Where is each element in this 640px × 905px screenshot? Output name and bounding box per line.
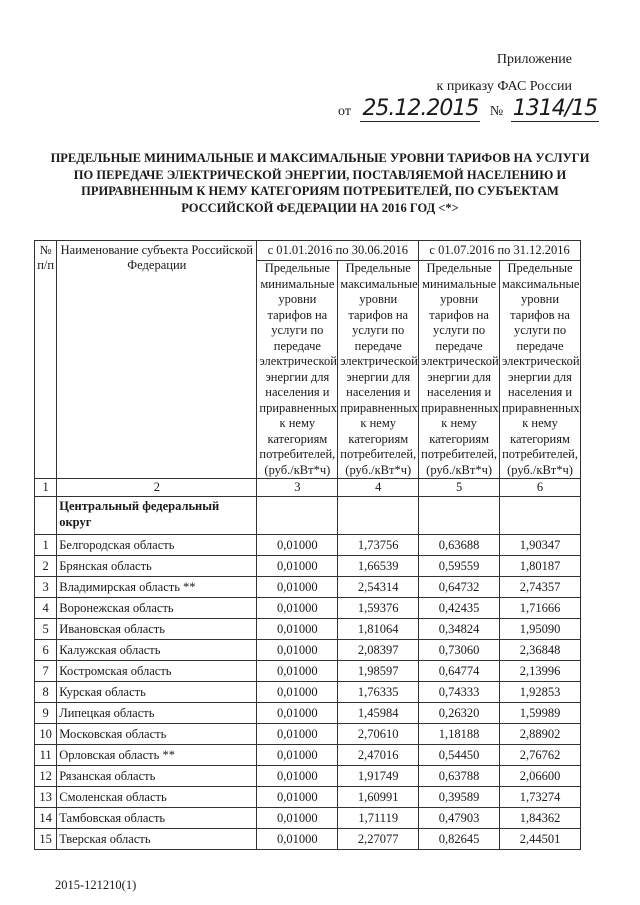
min-tariff-h2: 0,64774 [419,661,500,682]
max-tariff-h2: 1,90347 [500,535,581,556]
max-tariff-h1: 1,73756 [338,535,419,556]
number-label: № [489,104,504,119]
min-tariff-h2: 0,54450 [419,745,500,766]
max-tariff-h1: 1,66539 [338,556,419,577]
row-number: 5 [35,619,57,640]
table-row [35,724,581,745]
column-number: 2 [57,479,257,497]
subject-name: Воронежская область [57,598,257,619]
max-tariff-h1: 1,71119 [338,808,419,829]
min-tariff-h1: 0,01000 [257,829,338,850]
row-number: 2 [35,556,57,577]
max-tariff-h2: 2,36848 [500,640,581,661]
max-tariff-h1: 2,54314 [338,577,419,598]
max-tariff-h2: 2,44501 [500,829,581,850]
subject-name: Рязанская область [57,766,257,787]
min-tariff-h2: 0,47903 [419,808,500,829]
column-number: 6 [500,479,581,497]
subject-name: Орловская область ** [57,745,257,766]
subject-name: Смоленская область [57,787,257,808]
table-row [35,598,581,619]
max-tariff-h2: 1,71666 [500,598,581,619]
subject-name: Курская область [57,682,257,703]
column-number: 1 [35,479,57,497]
header-subject-name: Наименование субъекта Российской Федерации [57,241,257,479]
min-tariff-h1: 0,01000 [257,598,338,619]
max-tariff-h2: 2,06600 [500,766,581,787]
from-label: от [338,104,351,119]
min-tariff-h2: 0,42435 [419,598,500,619]
max-tariff-h2: 1,80187 [500,556,581,577]
table-row [35,829,581,850]
subject-name: Белгородская область [57,535,257,556]
min-tariff-h1: 0,01000 [257,787,338,808]
row-number: 15 [35,829,57,850]
max-tariff-h2: 1,92853 [500,682,581,703]
table-row [35,619,581,640]
max-tariff-h1: 2,70610 [338,724,419,745]
max-tariff-h1: 2,08397 [338,640,419,661]
max-tariff-h2: 1,73274 [500,787,581,808]
header-min-tariff-h2: Предельные минимальные уровни тарифов на услуги по передаче электрической энергии для населения и приравненных к нему категориям потребителей, (руб./кВт*ч) [419,261,500,479]
min-tariff-h1: 0,01000 [257,640,338,661]
row-number: 7 [35,661,57,682]
subject-name: Московская область [57,724,257,745]
subject-name: Владимирская область ** [57,577,257,598]
min-tariff-h2: 0,82645 [419,829,500,850]
min-tariff-h1: 0,01000 [257,556,338,577]
subject-name: Тамбовская область [57,808,257,829]
subject-name: Ивановская область [57,619,257,640]
row-number: 11 [35,745,57,766]
header-period-first-half: с 01.01.2016 по 30.06.2016 [257,241,419,261]
max-tariff-h2: 1,59989 [500,703,581,724]
max-tariff-h2: 1,84362 [500,808,581,829]
min-tariff-h2: 0,39589 [419,787,500,808]
min-tariff-h1: 0,01000 [257,619,338,640]
subject-name: Костромская область [57,661,257,682]
column-number: 4 [338,479,419,497]
min-tariff-h1: 0,01000 [257,745,338,766]
min-tariff-h2: 0,26320 [419,703,500,724]
header-max-tariff-h1: Предельные максимальные уровни тарифов на услуги по передаче электрической энергии для населения и приравненных к нему категориям потребителей, (руб./кВт*ч) [338,261,419,479]
max-tariff-h2: 2,88902 [500,724,581,745]
max-tariff-h1: 1,45984 [338,703,419,724]
min-tariff-h1: 0,01000 [257,766,338,787]
header-min-tariff-h1: Предельные минимальные уровни тарифов на услуги по передаче электрической энергии для населения и приравненных к нему категориям потребителей, (руб./кВт*ч) [257,261,338,479]
min-tariff-h1: 0,01000 [257,535,338,556]
max-tariff-h1: 1,98597 [338,661,419,682]
table-row [35,766,581,787]
max-tariff-h1: 1,59376 [338,598,419,619]
min-tariff-h2: 0,74333 [419,682,500,703]
min-tariff-h1: 0,01000 [257,682,338,703]
row-number: 3 [35,577,57,598]
subject-name: Брянская область [57,556,257,577]
row-number: 4 [35,598,57,619]
group-name: Центральный федеральный округ [57,497,257,535]
row-number: 9 [35,703,57,724]
table-row [35,745,581,766]
row-number: 8 [35,682,57,703]
row-number: 12 [35,766,57,787]
max-tariff-h1: 1,91749 [338,766,419,787]
min-tariff-h2: 0,59559 [419,556,500,577]
table-row [35,682,581,703]
max-tariff-h2: 2,13996 [500,661,581,682]
min-tariff-h1: 0,01000 [257,703,338,724]
table-row [35,577,581,598]
min-tariff-h2: 1,18188 [419,724,500,745]
document-title: ПРЕДЕЛЬНЫЕ МИНИМАЛЬНЫЕ И МАКСИМАЛЬНЫЕ УРОВНИ ТАРИФОВ НА УСЛУГИ ПО ПЕРЕДАЧЕ ЭЛЕКТРИЧЕСКОЙ ЭНЕРГИИ, ПОСТАВЛЯЕМОЙ НАСЕЛЕНИЮ И ПРИРАВНЕННЫМ К НЕМУ КАТЕГОРИЯМ ПОТРЕБИТЕЛЕЙ, ПО СУБЪЕКТАМ РОССИЙСКОЙ ФЕДЕРАЦИИ НА 2016 ГОД <*> [50,151,590,215]
row-number: 6 [35,640,57,661]
subject-name: Липецкая область [57,703,257,724]
table-row [35,808,581,829]
column-number: 3 [257,479,338,497]
row-number: 13 [35,787,57,808]
max-tariff-h1: 1,60991 [338,787,419,808]
appendix-header [0,0,640,140]
column-number: 5 [419,479,500,497]
order-number: 1314/15 [512,96,598,121]
row-number: 10 [35,724,57,745]
table-row [35,661,581,682]
table-row [35,703,581,724]
order-date: 25.12.2015 [362,96,479,121]
min-tariff-h2: 0,73060 [419,640,500,661]
document-code: 2015-121210(1) [55,878,137,892]
min-tariff-h2: 0,64732 [419,577,500,598]
min-tariff-h1: 0,01000 [257,577,338,598]
max-tariff-h1: 2,27077 [338,829,419,850]
table-row [35,556,581,577]
min-tariff-h1: 0,01000 [257,724,338,745]
header-period-second-half: с 01.07.2016 по 31.12.2016 [419,241,581,261]
appendix-label: Приложение [496,52,572,67]
table-row [35,535,581,556]
max-tariff-h1: 1,76335 [338,682,419,703]
subject-name: Тверская область [57,829,257,850]
min-tariff-h1: 0,01000 [257,808,338,829]
group-row [35,497,581,535]
table-row [35,640,581,661]
max-tariff-h1: 1,81064 [338,619,419,640]
tariff-table [34,240,581,850]
table-row [35,787,581,808]
order-reference: к приказу ФАС России [436,79,572,94]
min-tariff-h2: 0,34824 [419,619,500,640]
max-tariff-h2: 2,74357 [500,577,581,598]
max-tariff-h2: 2,76762 [500,745,581,766]
max-tariff-h1: 2,47016 [338,745,419,766]
header-row-number: № п/п [35,241,57,479]
subject-name: Калужская область [57,640,257,661]
row-number: 14 [35,808,57,829]
row-number: 1 [35,535,57,556]
header-max-tariff-h2: Предельные максимальные уровни тарифов на услуги по передаче электрической энергии для населения и приравненных к нему категориям потребителей, (руб./кВт*ч) [500,261,581,479]
min-tariff-h2: 0,63688 [419,535,500,556]
min-tariff-h1: 0,01000 [257,661,338,682]
min-tariff-h2: 0,63788 [419,766,500,787]
order-date-number [338,96,599,122]
max-tariff-h2: 1,95090 [500,619,581,640]
